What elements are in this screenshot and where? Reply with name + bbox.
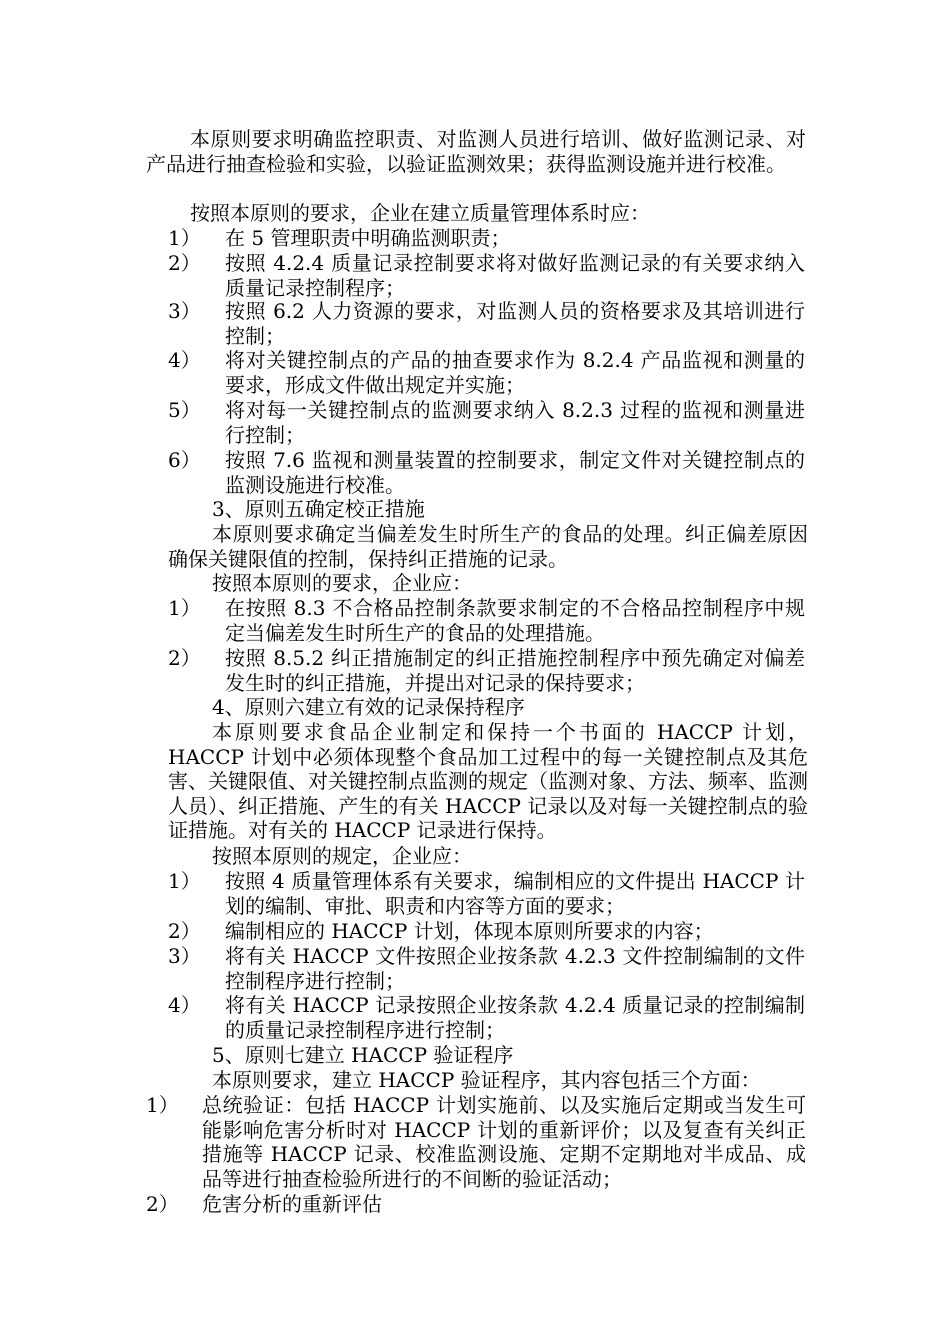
list-number: 4）	[168, 348, 201, 372]
section-paragraph: 本原则要求，建立 HACCP 验证程序，其内容包括三个方面：	[212, 1068, 761, 1092]
list-text: 将对关键控制点的产品的抽查要求作为 8.2.4 产品监视和测量的要求，形成文件做出规定并实施；	[225, 348, 805, 397]
list-text: 按照 4 质量管理体系有关要求，编制相应的文件提出 HACCP 计划的编制、审批、职责和内容等方面的要求；	[225, 869, 805, 918]
list-text: 按照 6.2 人力资源的要求，对监测人员的资格要求及其培训进行控制；	[225, 299, 805, 348]
intro-paragraph: 本原则要求明确监控职责、对监测人员进行培训、做好监测记录、对产品进行抽查检验和实验，以验证监测效果；获得监测设施并进行校准。	[146, 127, 806, 176]
section-lead: 按照本原则的要求，企业应：	[212, 571, 472, 595]
list-number: 2）	[146, 1192, 179, 1216]
list-number: 4）	[168, 993, 201, 1017]
section-heading: 4、原则六建立有效的记录保持程序	[212, 695, 525, 719]
list-text: 按照 8.5.2 纠正措施制定的纠正措施控制程序中预先确定对偏差发生时的纠正措施，并提出对记录的保持要求；	[225, 646, 805, 695]
list-number: 1）	[168, 226, 201, 250]
section-heading: 5、原则七建立 HACCP 验证程序	[212, 1043, 514, 1067]
list-number: 6）	[168, 448, 201, 472]
list-number: 2）	[168, 646, 201, 670]
section-lead: 按照本原则的规定，企业应：	[212, 844, 472, 868]
list-number: 3）	[168, 299, 201, 323]
list-number: 2）	[168, 919, 201, 943]
list-text: 将有关 HACCP 文件按照企业按条款 4.2.3 文件控制编制的文件控制程序进行控制；	[225, 944, 805, 993]
list-text: 在 5 管理职责中明确监测职责；	[225, 226, 511, 250]
list-number: 5）	[168, 398, 201, 422]
list-number: 3）	[168, 944, 201, 968]
list-text: 总统验证：包括 HACCP 计划实施前、以及实施后定期或当发生可能影响危害分析时对 HACCP 计划的重新评价；以及复查有关纠正措施等 HACCP 记录、校准监测设施、定期不定期地对半成品、成品等进行抽查检验所进行的不间断的验证活动；	[202, 1093, 806, 1191]
list-number: 2）	[168, 251, 201, 275]
list-text: 按照 4.2.4 质量记录控制要求将对做好监测记录的有关要求纳入质量记录控制程序；	[225, 251, 805, 300]
list-text: 在按照 8.3 不合格品控制条款要求制定的不合格品控制程序中规定当偏差发生时所生产的食品的处理措施。	[225, 596, 805, 645]
list-number: 1）	[146, 1093, 179, 1117]
list-text: 将有关 HACCP 记录按照企业按条款 4.2.4 质量记录的控制编制的质量记录控制程序进行控制；	[225, 993, 805, 1042]
intro-lead: 按照本原则的要求，企业在建立质量管理体系时应：	[190, 201, 650, 225]
section-paragraph: 本原则要求食品企业制定和保持一个书面的 HACCP 计划，HACCP 计划中必须体现整个食品加工过程中的每一关键控制点及其危害、关键限值、对关键控制点监测的规定（监测对象、方法、频率、监测人员）、纠正措施、产生的有关 HACCP 记录以及对每一关键控制点的验证措施。对有关的 HACCP 记录进行保持。	[168, 720, 808, 843]
list-text: 将对每一关键控制点的监测要求纳入 8.2.3 过程的监视和测量进行控制；	[225, 398, 805, 447]
section-heading: 3、原则五确定校正措施	[212, 497, 425, 521]
list-text: 编制相应的 HACCP 计划，体现本原则所要求的内容；	[225, 919, 714, 943]
list-text: 按照 7.6 监视和测量装置的控制要求，制定文件对关键控制点的监测设施进行校准。	[225, 448, 805, 497]
list-text: 危害分析的重新评估	[202, 1192, 382, 1216]
list-number: 1）	[168, 596, 201, 620]
list-number: 1）	[168, 869, 201, 893]
section-paragraph: 本原则要求确定当偏差发生时所生产的食品的处理。纠正偏差原因确保关键限值的控制，保持纠正措施的记录。	[168, 522, 808, 571]
